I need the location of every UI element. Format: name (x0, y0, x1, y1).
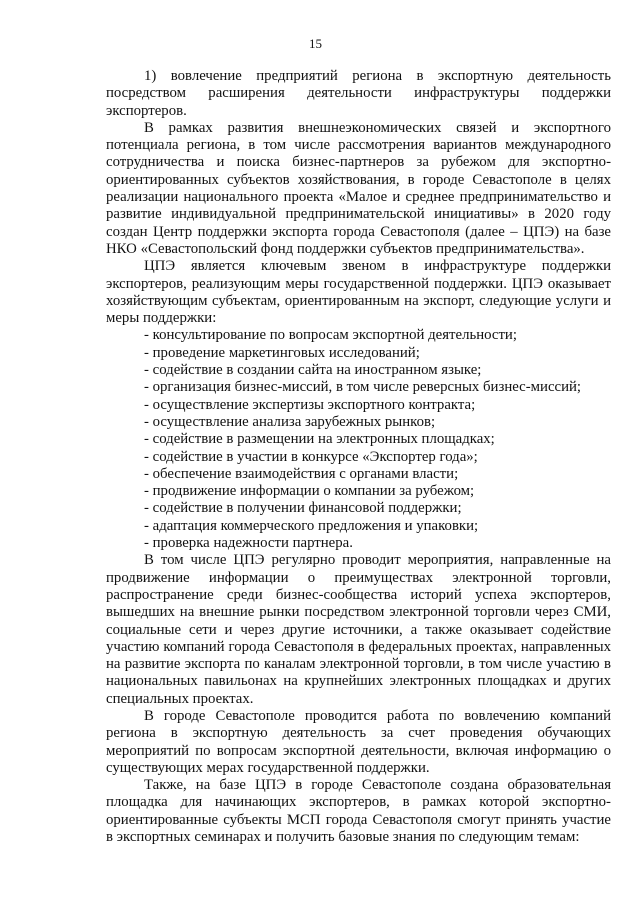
list-item: - осуществление анализа зарубежных рынков; (144, 413, 436, 430)
list-item: - проведение маркетинговых исследований; (144, 344, 420, 361)
list-item: - адаптация коммерческого предложения и упаковки; (144, 517, 479, 534)
list-item: - продвижение информации о компании за рубежом; (144, 483, 475, 500)
list-item: - содействие в размещении на электронных площадках; (144, 431, 495, 448)
list-item: - осуществление экспертизы экспортного контракта; (144, 396, 476, 413)
document-body (106, 68, 611, 846)
paragraph-cpe-creation: В рамках развития внешнеэкономических связей и экспортного потенциала региона, в том числе рассмотрения вариантов международного сотрудничества и поиска бизнес-партнеров за рубежом для экспортно-ориентированных субъектов хозяйствования, в городе Севастополе в целях реализации национального проекта «Малое и среднее предпринимательство и развитие индивидуальной предпринимательской инициативы» в 2020 году создан Центр поддержки экспорта города Севастополя (далее – ЦПЭ) на базе НКО «Севастопольский фонд поддержки субъектов предпринимательства». (106, 119, 611, 257)
page-number: 15 (309, 36, 322, 51)
services-list (106, 327, 611, 552)
paragraph-export-involvement: 1) вовлечение предприятий региона в экспортную деятельность посредством расширения деятельности инфраструктуры поддержки экспортеров. (106, 68, 611, 119)
list-item: - организация бизнес-миссий, в том числе реверсных бизнес-миссий; (144, 379, 582, 396)
paragraph-ecommerce-events: В том числе ЦПЭ регулярно проводит мероприятия, направленные на продвижение информации о преимуществах электронной торговли, распространение среди бизнес-сообщества историй успеха экспортеров, вышедших на внешние рынки посредством электронной торговли через СМИ, социальные сети и через другие источники, а также оказывает содействие участию компаний города Севастополя в федеральных проектах, направленных на развитие экспорта по каналам электронной торговли, в том числе участию в национальных павильонах на крупнейших электронных площадках и других специальных проектах. (106, 552, 611, 707)
paragraph-education-platform: Также, на базе ЦПЭ в городе Севастополе создана образовательная площадка для начинающих экспортеров, в рамках которой экспортно-ориентированные субъекты МСП города Севастополя смогут принять участие в экспортных семинарах и получить базовые знания по следующим темам: (106, 777, 611, 846)
list-item: - обеспечение взаимодействия с органами власти; (144, 465, 459, 482)
list-item: - консультирование по вопросам экспортной деятельности; (144, 327, 517, 344)
paragraph-cpe-role: ЦПЭ является ключевым звеном в инфраструктуре поддержки экспортеров, реализующим меры государственной поддержки. ЦПЭ оказывает хозяйствующим субъектам, ориентированным на экспорт, следующие услуги и меры поддержки: (106, 258, 611, 327)
list-item: - содействие в создании сайта на иностранном языке; (144, 362, 482, 379)
paragraph-training-work: В городе Севастополе проводится работа по вовлечению компаний региона в экспортную деятельность за счет проведения обучающих мероприятий по вопросам экспортной деятельности, включая информацию о существующих мерах государственной поддержки. (106, 707, 611, 776)
list-item: - проверка надежности партнера. (144, 535, 353, 552)
list-item: - содействие в получении финансовой поддержки; (144, 500, 462, 517)
list-item: - содействие в участии в конкурсе «Экспортер года»; (144, 448, 478, 465)
